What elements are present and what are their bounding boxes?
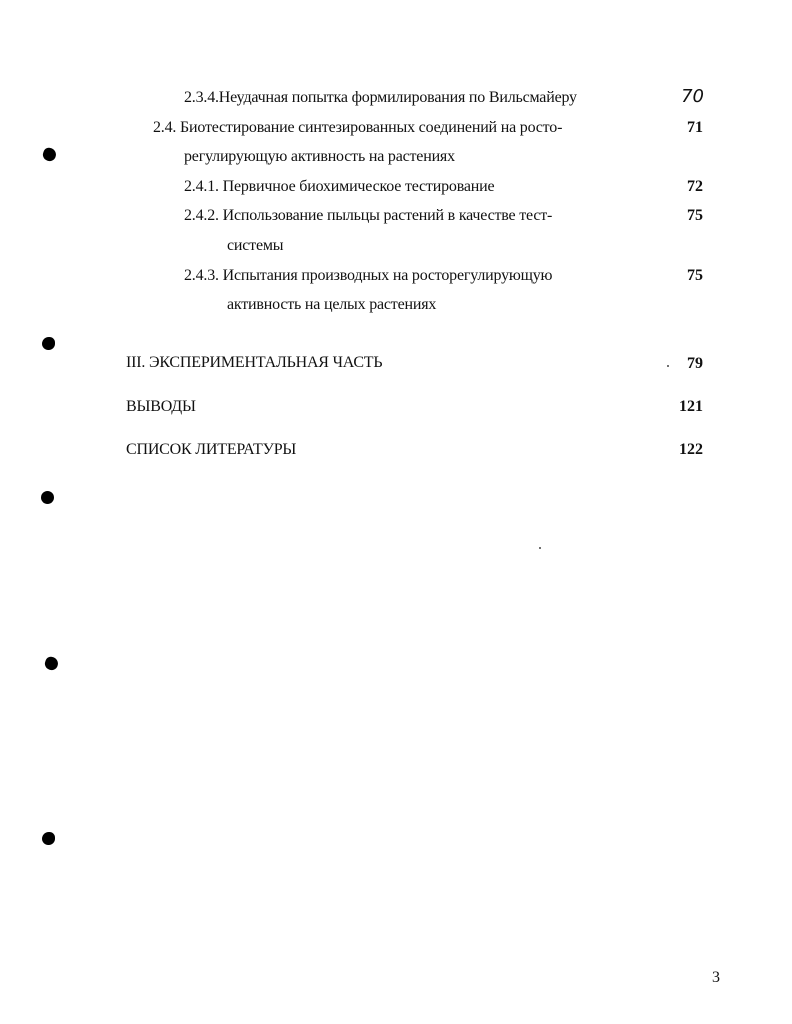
toc-entry-2-4-1: 2.4.1. Первичное биохимическое тестирование	[184, 178, 495, 195]
toc-page-2-4-1: 72	[687, 178, 703, 195]
toc-entry-2-3-4: 2.3.4.Неудачная попытка формилирования по Вильсмайеру	[184, 89, 577, 106]
binder-hole-5	[42, 832, 55, 845]
toc-page-conclusions: 121	[679, 398, 703, 415]
toc-entry-2-4-3: 2.4.3. Испытания производных на росторегулирующую	[184, 267, 553, 284]
toc-entry-2-4-cont: регулирующую активность на растениях	[184, 148, 455, 165]
page-number: 3	[712, 969, 720, 986]
binder-hole-3	[41, 491, 54, 504]
toc-entry-2-4-2: 2.4.2. Использование пыльцы растений в качестве тест-	[184, 207, 553, 224]
scan-speck	[539, 547, 541, 549]
toc-page-2-4-3: 75	[687, 267, 703, 284]
toc-page-references: 122	[679, 441, 703, 458]
binder-hole-1	[41, 146, 58, 163]
binder-hole-4	[43, 655, 60, 672]
toc-page-2-4: 71	[687, 119, 703, 136]
toc-entry-2-4-2-cont: системы	[227, 237, 284, 254]
toc-section-experimental: III. ЭКСПЕРИМЕНТАЛЬНАЯ ЧАСТЬ	[126, 354, 383, 371]
toc-entry-2-4: 2.4. Биотестирование синтезированных соединений на росто-	[153, 119, 563, 136]
toc-section-references: СПИСОК ЛИТЕРАТУРЫ	[126, 441, 297, 458]
toc-section-conclusions: ВЫВОДЫ	[126, 398, 196, 415]
toc-page-experimental: 79	[687, 355, 703, 372]
toc-entry-2-4-3-cont: активность на целых растениях	[227, 296, 437, 313]
toc-page-2-3-4: 70	[681, 86, 704, 107]
binder-hole-2	[42, 337, 55, 350]
toc-page-2-4-2: 75	[687, 207, 703, 224]
